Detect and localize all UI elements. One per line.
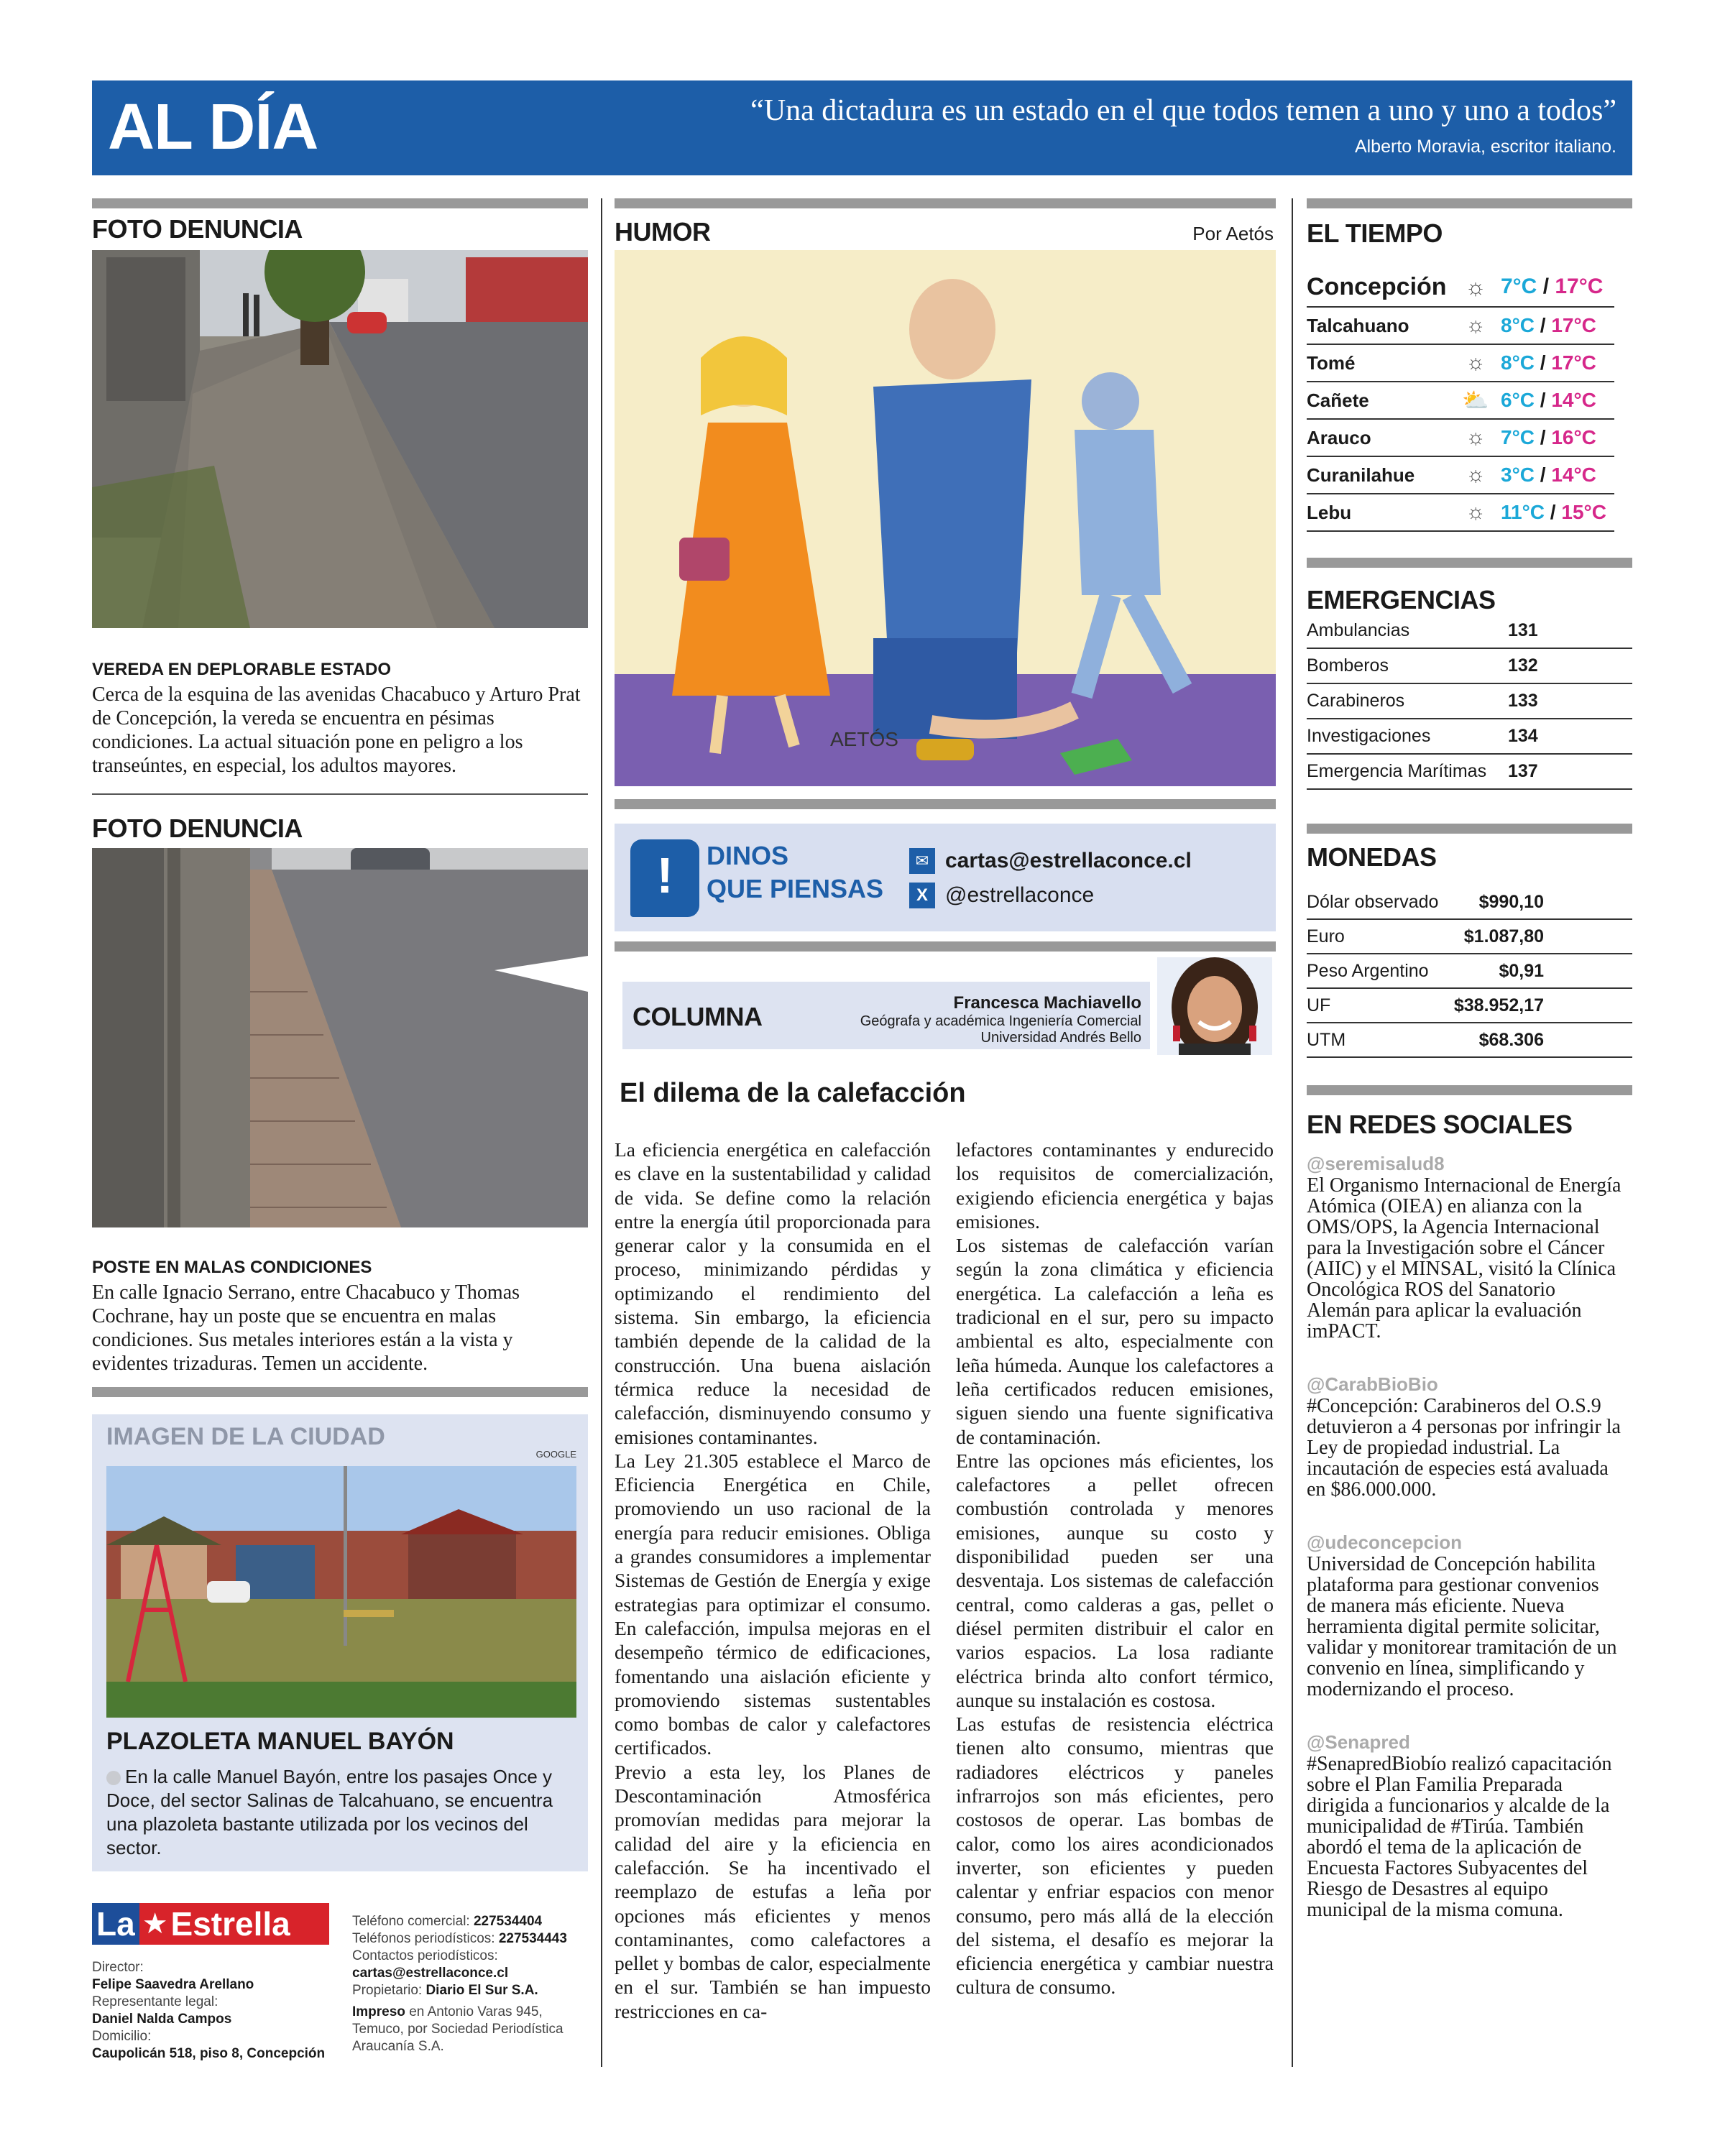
print-line3: Araucanía S.A. <box>352 2039 444 2054</box>
city-image-text: En la calle Manuel Bayón, entre los pasajes Once y Doce, del sector Salinas de Talcahuano, se encuentra una plazoleta bastante utilizada por los vecinos del sector. <box>106 1766 553 1858</box>
legal-name: Daniel Nalda Campos <box>92 2012 232 2027</box>
emergency-number[interactable]: 133 <box>1508 691 1538 711</box>
director-label: Director: <box>92 1960 144 1975</box>
caption-text: En calle Ignacio Serrano, entre Chacabuco y Thomas Cochrane, hay un poste que se encuentra en malas condiciones. Sus metales interiores están a la vista y evidentes trizaduras. Temen un accidente. <box>92 1281 520 1375</box>
emergency-row <box>1307 649 1632 684</box>
weather-table <box>1307 267 1614 532</box>
owner-label: Propietario: <box>352 1983 423 1998</box>
temp-max: 15°C <box>1561 501 1606 523</box>
emergency-number[interactable]: 131 <box>1508 620 1538 640</box>
social-handle[interactable]: @Senapred <box>1307 1731 1410 1753</box>
emergency-row <box>1307 719 1632 755</box>
section-rule <box>1307 558 1632 568</box>
sun-icon: ☼ <box>1466 351 1486 374</box>
emergency-name: Carabineros <box>1307 691 1405 711</box>
section-rule <box>92 198 588 208</box>
currency-value: $0,91 <box>1499 960 1544 981</box>
weather-label: EL TIEMPO <box>1307 218 1443 248</box>
temp-max: 17°C <box>1551 351 1596 374</box>
column-author-block <box>860 993 1141 1046</box>
humor-cartoon <box>615 250 1276 786</box>
dinos-title <box>707 839 883 906</box>
print-line1: en Antonio Varas 945, <box>409 2004 543 2019</box>
emergency-name: Ambulancias <box>1307 620 1410 640</box>
banner-quote: “Una dictadura es un estado en el que todos temen a uno y uno a todos” <box>750 94 1616 127</box>
director-name: Felipe Saavedra Arellano <box>92 1977 254 1992</box>
caption-headline: VEREDA EN DEPLORABLE ESTADO <box>92 660 392 679</box>
social-feed <box>1307 1153 1623 1952</box>
currency-row <box>1307 1023 1632 1058</box>
emergency-row <box>1307 684 1632 719</box>
dinos-line1: DINOS <box>707 841 789 870</box>
contacts-label: Contactos periodísticos: <box>352 1948 498 1963</box>
dinos-box <box>615 824 1276 931</box>
column-title: El dilema de la calefacción <box>620 1078 966 1108</box>
weather-row: Talcahuano ☼ 8°C / 17°C <box>1307 308 1614 345</box>
weather-row: Lebu ☼ 11°C / 15°C <box>1307 494 1614 532</box>
humor-byline: Por Aetós <box>1192 223 1274 244</box>
emergencies-label: EMERGENCIAS <box>1307 585 1496 614</box>
emergency-number[interactable]: 134 <box>1508 726 1538 746</box>
x-logo-icon: X <box>909 883 935 908</box>
photo-credit: GOOGLE <box>535 1449 576 1460</box>
column-paragraph: Entre las opciones más eficientes, los calefactores a pellet ofrecen combustión controlada y menores emisiones, aunque su costo y disponibilidad pueden ser una desventaja. Los sistemas de calefacción central, como calderas a gas, pellet o diésel permiten distribuir el calor en varios espacios. La losa radiante eléctrica brinda alto confort térmico, aunque su instalación es costosa. <box>956 1449 1274 1711</box>
dinos-email[interactable]: cartas@estrellaconce.cl <box>945 849 1192 872</box>
cartoon-signature: AETÓS <box>830 728 898 750</box>
currency-row <box>1307 920 1632 954</box>
section-rule <box>92 1387 588 1397</box>
phone-news: 227534443 <box>498 1931 567 1946</box>
currency-name: UTM <box>1307 1029 1346 1050</box>
emergencies-table <box>1307 614 1632 790</box>
city-image-box <box>92 1414 588 1871</box>
dinos-line2: QUE PIENSAS <box>707 874 884 903</box>
caption-headline: POSTE EN MALAS CONDICIONES <box>92 1258 372 1277</box>
plaza-photo <box>106 1466 576 1718</box>
emergency-name: Emergencia Marítimas <box>1307 761 1487 781</box>
currency-name: Peso Argentino <box>1307 960 1429 981</box>
phone-commercial: 227534404 <box>473 1914 543 1929</box>
temp-min: 7°C <box>1501 426 1535 448</box>
currency-row <box>1307 885 1632 920</box>
weather-row: Concepción ☼ 7°C / 17°C <box>1307 267 1614 308</box>
social-label: EN REDES SOCIALES <box>1307 1110 1573 1139</box>
emergency-row <box>1307 755 1632 790</box>
currency-name: UF <box>1307 995 1331 1015</box>
emergency-name: Bomberos <box>1307 655 1389 676</box>
city-name: Tomé <box>1307 351 1356 374</box>
emergency-number[interactable]: 137 <box>1508 761 1538 781</box>
envelope-icon: ✉ <box>909 848 935 874</box>
contacts-email[interactable]: cartas@estrellaconce.cl <box>352 1966 509 1981</box>
masthead-contacts <box>352 1913 567 2055</box>
column-header <box>622 982 1150 1049</box>
dinos-twitter-row[interactable] <box>909 883 1094 908</box>
section-rule <box>615 198 1276 208</box>
weather-row: Arauco ☼ 7°C / 16°C <box>1307 420 1614 457</box>
temp-min: 11°C <box>1501 501 1545 523</box>
column-author-role: Geógrafa y académica Ingeniería Comercial <box>860 1013 1141 1029</box>
partly-sunny-icon: ☼ <box>1466 500 1486 524</box>
social-post: #Concepción: Carabineros del O.S.9 detuvieron a 4 personas por infringir la Ley de propiedad industrial. La incautación de especies está avaluada en $86.000.000. <box>1307 1395 1621 1501</box>
temp-max: 14°C <box>1551 464 1596 486</box>
column-author-affiliation: Universidad Andrés Bello <box>980 1030 1141 1046</box>
section-title: AL DÍA <box>108 91 318 163</box>
social-handle[interactable]: @CarabBioBio <box>1307 1373 1438 1395</box>
social-post: Universidad de Concepción habilita plataforma para gestionar convenios de manera más eficiente. Nueva herramienta digital permite solicitar, validar y monitorear tramitación de un convenio en línea, simplificando y modernizando el proceso. <box>1307 1553 1617 1700</box>
social-post: El Organismo Internacional de Energía Atómica (OIEA) en alianza con la OMS/OPS, la Agencia Internacional para la Investigación sobre el Cáncer (AIIC) y el MINSAL, visitó la Clínica Oncológica ROS del Sanatorio Alemán para aplicar la evaluación imPACT. <box>1307 1174 1622 1342</box>
temp-max: 14°C <box>1551 389 1596 411</box>
temp-min: 6°C <box>1501 389 1535 411</box>
currency-value: $38.952,17 <box>1453 995 1544 1015</box>
partly-sunny-icon: ☼ <box>1465 273 1486 300</box>
legal-label: Representante legal: <box>92 1994 218 2009</box>
column-author: Francesca Machiavello <box>953 993 1141 1013</box>
temp-min: 3°C <box>1501 464 1535 486</box>
city-name: Concepción <box>1307 272 1447 300</box>
logo-la: La <box>92 1903 139 1945</box>
column-paragraph: lefactores contaminantes y endurecido los requisitos de comercialización, exigiendo eficiencia energética y bajas emisiones. <box>956 1138 1274 1233</box>
emergency-row <box>1307 614 1632 649</box>
currency-label: MONEDAS <box>1307 842 1437 872</box>
section-rule <box>1307 824 1632 834</box>
speech-bubble-icon: ! <box>630 839 699 917</box>
city-name: Curanilahue <box>1307 464 1415 486</box>
social-handle[interactable]: @seremisalud8 <box>1307 1153 1445 1174</box>
banner-quote-author: Alberto Moravia, escritor italiano. <box>1354 137 1616 157</box>
weather-row: Cañete ⛅ 6°C / 14°C <box>1307 382 1614 420</box>
caption-text: Cerca de la esquina de las avenidas Chacabuco y Arturo Prat de Concepción, la vereda se encuentra en pésimas condiciones. La actual situación pone en peligro a los transeúntes, en especial, los adultos mayores. <box>92 683 581 777</box>
social-handle[interactable]: @udeconcepcion <box>1307 1531 1463 1553</box>
column-paragraph: Previo a esta ley, los Planes de Descontaminación Atmosférica promovían medidas para mejorar la calidad del aire y la eficiencia en calefacción. Se ha incentivado el reemplazo de estufas a leña por opciones más eficientes y menos contaminantes, como calefactores a pellet y bombas de calor, especialmente en el sur. También se han impuesto restricciones en ca- <box>615 1760 931 2022</box>
temp-min: 8°C <box>1501 351 1535 374</box>
social-post: #SenapredBiobío realizó capacitación sobre el Plan Familia Preparada dirigida a funcionarios y alcalde de la municipalidad de #Tirúa. También abordó el tema de la aplicación de Encuesta Factores Subyacentes del Riesgo de Desastres al equipo municipal de la misma comuna. <box>1307 1753 1612 1921</box>
currency-row <box>1307 989 1632 1023</box>
humor-label: HUMOR <box>615 217 711 247</box>
pole-photo <box>92 848 588 1227</box>
owner-name: Diario El Sur S.A. <box>426 1983 538 1998</box>
currency-name: Dólar observado <box>1307 891 1439 912</box>
temp-min: 7°C <box>1501 275 1537 298</box>
emergency-number[interactable]: 132 <box>1508 655 1538 676</box>
newspaper-logo <box>92 1903 329 1945</box>
section-banner <box>92 80 1632 175</box>
column-separator <box>601 198 602 2067</box>
currency-value: $990,10 <box>1478 891 1544 912</box>
city-name: Talcahuano <box>1307 314 1409 336</box>
foto-denuncia-label: FOTO DENUNCIA <box>92 814 303 843</box>
currency-name: Euro <box>1307 926 1345 946</box>
temp-max: 17°C <box>1551 314 1596 336</box>
city-image-label: IMAGEN DE LA CIUDAD <box>106 1423 385 1450</box>
sidewalk-photo <box>92 250 588 628</box>
sun-icon: ☼ <box>1466 313 1486 337</box>
section-rule <box>1307 1085 1632 1095</box>
column-paragraph: La eficiencia energética en calefacción es clave en la sustentabilidad y calidad de vida. Se define como la relación entre la energía útil proporcionada para generar calor y la consumida en el proceso, minimizando pérdidas y optimizando el rendimiento del sistema. Sin embargo, la eficiencia también depende de la calidad de la construcción. Una buena aislación térmica reduce la necesidad de calefacción, disminuyendo consumo y emisiones contaminantes. <box>615 1138 931 1448</box>
column-separator <box>1292 198 1293 2067</box>
partly-sunny-icon: ☼ <box>1466 463 1486 487</box>
weather-row: Tomé ☼ 8°C / 17°C <box>1307 345 1614 382</box>
column-body-col1 <box>615 1138 931 2023</box>
column-paragraph: Las estufas de resistencia eléctrica tienen alto consumo, mientras que radiadores eléctricos y paneles infrarrojos son más eficientes, pero costosos de operar. Las bombas de calor, como los aires acondicionados inverter, son eficientes y pueden calentar y enfriar espacios con menor consumo, pero más allá de la elección del sistema, el desafío es mejorar la eficiencia energética y cambiar nuestra cultura de consumo. <box>956 1713 1274 1999</box>
logo-name: Estrella <box>170 1905 290 1943</box>
address-label: Domicilio: <box>92 2029 152 2044</box>
temp-max: 16°C <box>1551 426 1596 448</box>
column-paragraph: Los sistemas de calefacción varían según la zona climática y eficiencia energética. La calefacción a leña es tradicional en el sur, pero su impacto ambiental es alto, especialmente con leña húmeda. Aunque los calefactores a leña certificados reducen emisiones, siguen siendo una fuente significativa de contaminación. <box>956 1234 1274 1448</box>
emergency-name: Investigaciones <box>1307 726 1431 746</box>
city-image-title: PLAZOLETA MANUEL BAYÓN <box>106 1728 454 1755</box>
print-label: Impreso <box>352 2004 405 2019</box>
currency-value: $1.087,80 <box>1463 926 1544 946</box>
city-name: Arauco <box>1307 426 1371 448</box>
partly-sunny-icon: ☼ <box>1466 425 1486 449</box>
masthead-credits <box>92 1959 325 2063</box>
phone-commercial-label: Teléfono comercial: <box>352 1914 470 1929</box>
foto-denuncia-label: FOTO DENUNCIA <box>92 214 303 244</box>
phone-news-label: Teléfonos periodísticos: <box>352 1931 495 1946</box>
weather-row: Curanilahue ☼ 3°C / 14°C <box>1307 457 1614 494</box>
print-line2: Temuco, por Sociedad Periodística <box>352 2022 564 2037</box>
cloud-sun-icon: ⛅ <box>1462 388 1489 413</box>
city-name: Lebu <box>1307 501 1352 523</box>
address-value: Caupolicán 518, piso 8, Concepción <box>92 2046 326 2061</box>
section-rule <box>1307 198 1632 208</box>
temp-max: 17°C <box>1555 275 1604 298</box>
currency-row <box>1307 954 1632 989</box>
city-name: Cañete <box>1307 389 1369 411</box>
section-rule <box>615 941 1276 952</box>
dinos-email-row[interactable] <box>909 848 1192 874</box>
author-portrait <box>1157 957 1272 1055</box>
currency-table <box>1307 885 1632 1058</box>
star-icon: ★ <box>142 1908 168 1940</box>
dinos-twitter[interactable]: @estrellaconce <box>945 883 1095 907</box>
section-rule <box>615 799 1276 809</box>
column-label: COLUMNA <box>632 1002 763 1031</box>
temp-min: 8°C <box>1501 314 1535 336</box>
column-paragraph: La Ley 21.305 establece el Marco de Eficiencia Energética en Chile, promoviendo un uso racional de la energía para reducir emisiones. Obliga a grandes consumidores a implementar Sistemas de Gestión de Energía y exige estrategias para optimizar el consumo. En calefacción, impulsa mejoras en el desempeño térmico de edificaciones, fomentando una aislación eficiente y promoviendo sistemas sustentables como bombas de calor y calefactores certificados. <box>615 1449 931 1759</box>
column-body-col2 <box>956 1138 1274 1999</box>
divider <box>92 793 588 795</box>
currency-value: $68.306 <box>1478 1029 1544 1050</box>
